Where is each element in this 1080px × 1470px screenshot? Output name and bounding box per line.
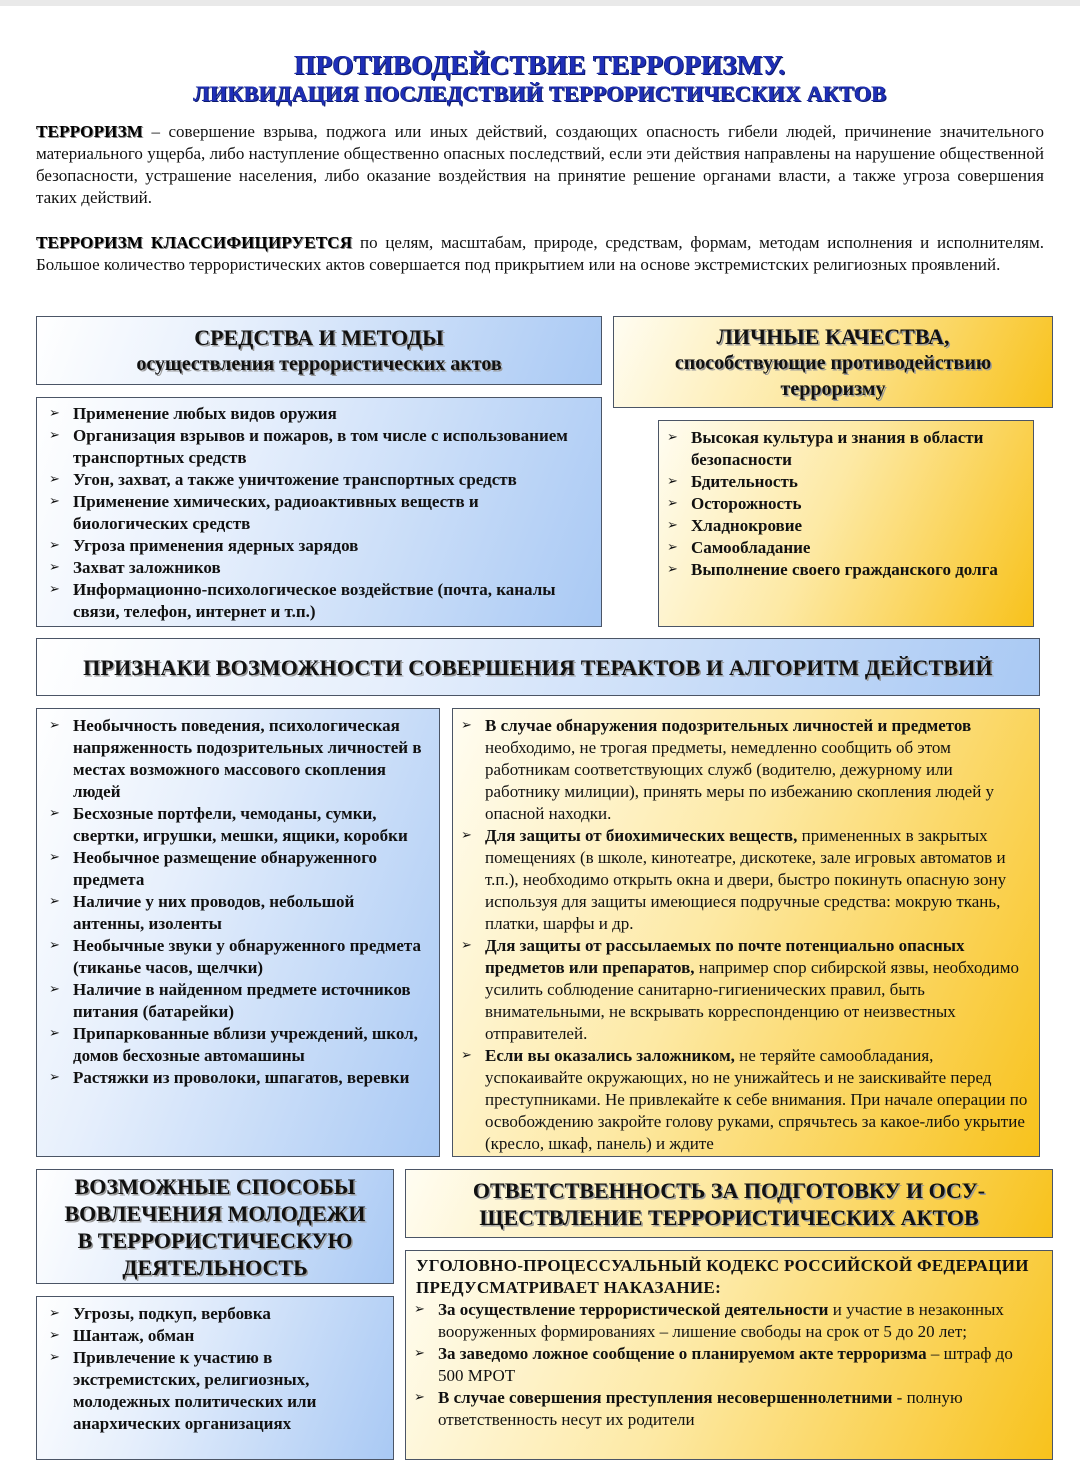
list-item-text: – штраф до 500 МРОТ [438,1344,1013,1385]
page-subtitle: ЛИКВИДАЦИЯ ПОСЛЕДСТВИЙ ТЕРРОРИСТИЧЕСКИХ АКТОВ [193,81,887,106]
classification-paragraph [36,232,1044,276]
youth-list [41,1303,375,1435]
qualities-list-box [658,420,1034,627]
qualities-subtitle-1: способствующие противодействию [674,351,992,374]
list-item: ➢ Припаркованные вблизи учреждений, школ, домов бесхозные автомашины [41,1023,423,1067]
responsibility-intro: УГОЛОВНО-ПРОЦЕССУАЛЬНЫЙ КОДЕКС РОССИЙСКОЙ ФЕДЕРАЦИИ ПРЕДУСМАТРИВАЕТ НАКАЗАНИЕ: [416,1256,1029,1297]
title-line: ОТВЕТСТВЕННОСТЬ ЗА ПОДГОТОВКУ И ОСУ- [472,1177,986,1203]
list-item: ➢ Шантаж, обман [41,1325,375,1347]
title-line: ДЕЯТЕЛЬНОСТЬ [122,1254,308,1280]
top-bar [0,0,1080,6]
list-item [453,715,1031,825]
list-item [453,935,1031,1045]
list-item: ➢ Угон, захват, а также уничтожение транспортных средств [41,469,589,491]
signs-header [36,638,1040,696]
list-item: ➢ Применение химических, радиоактивных веществ и биологических средств [41,491,589,535]
list-item-bold: Если вы оказались заложником, [485,1046,735,1065]
list-item-text: не теряйте самообладания, успокаивайте окружающих, но не унижайтесь и не заискивайте перед преступниками. Не привлекайте к себе внимания. При начале операции по освобождению закройте голову руками, спрячьтесь за какое-либо укрытие (кресло, шкаф, панель) и ждите [485,1046,1028,1153]
list-item [453,1045,1031,1155]
list-item: ➢ Самообладание [659,537,1004,559]
qualities-list [659,427,1004,581]
responsibility-list-box [405,1250,1053,1460]
list-item-bold: За заведомо ложное сообщение о планируемом акте терроризма [438,1344,927,1363]
actions-list [453,715,1031,1155]
list-item-bold: Для защиты от рассылаемых по почте потенциально опасных предметов или препаратов, [485,936,965,977]
list-item: ➢ Необычные звуки у обнаруженного предмета (тиканье часов, щелчки) [41,935,423,979]
classification-term: ТЕРРОРИЗМ КЛАССИФИЦИРУЕТСЯ [36,233,353,252]
list-item [406,1299,1038,1343]
list-item: ➢ Организация взрывов и пожаров, в том числе с использованием транспортных средств [41,425,589,469]
means-header [36,316,602,385]
list-item: ➢ Растяжки из проволоки, шпагатов, веревки [41,1067,423,1089]
list-item-text: например спор сибирской язвы, необходимо усилить соблюдение санитарно-гигиенических правил, быть внимательными, не вскрывать корреспонденцию от неизвестных отправителей. [485,958,1020,1043]
signs-list [41,715,423,1089]
list-item: ➢ Наличие у них проводов, небольшой антенны, изоленты [41,891,423,935]
youth-list-box [36,1296,394,1460]
page-title: ПРОТИВОДЕЙСТВИЕ ТЕРРОРИЗМУ. [294,50,786,80]
title-line: ЩЕСТВЛЕНИЕ ТЕРРОРИСТИЧЕСКИХ АКТОВ [479,1204,979,1230]
list-item: ➢ Хладнокровие [659,515,1004,537]
title-line: В ТЕРРОРИСТИЧЕСКУЮ [77,1227,353,1253]
definition-text: – совершение взрыва, поджога или иных действий, создающих опасность гибели людей, причинение значительного материального ущерба, либо наступление общественно опасных последствий, если эти действия направлены на нарушение общественной безопасности, устрашение населения, либо оказание воздействия на принятие решение органами власти, а также угроза совершения таких действий. [36,122,1044,207]
list-item: ➢ Бдительность [659,471,1004,493]
list-item: ➢ Угрозы, подкуп, вербовка [41,1303,375,1325]
list-item-text: и участие в незаконных вооруженных формированиях – лишение свободы на срок от 5 до 20 лет; [438,1300,1004,1341]
classification-text: по целям, масштабам, природе, средствам, формам, методам исполнения и исполнителям. Большое количество террористических актов совершается под прикрытием или на основе экстремистских религиозных проявлений. [36,233,1044,274]
list-item: ➢ Необычность поведения, психологическая напряженность подозрительных личностей в местах возможного массового скопления людей [41,715,423,803]
youth-title [65,1173,366,1281]
list-item-bold: За осуществление террористической деятельности [438,1300,829,1319]
means-subtitle: осуществления террористических актов [136,353,502,375]
list-item-text: - полную ответственность несут их родители [438,1388,963,1429]
youth-header [36,1169,394,1284]
responsibility-title [473,1177,985,1231]
list-item: ➢ Высокая культура и знания в области безопасности [659,427,1004,471]
list-item: ➢ Угроза применения ядерных зарядов [41,535,589,557]
responsibility-list [406,1299,1038,1431]
signs-title: ПРИЗНАКИ ВОЗМОЖНОСТИ СОВЕРШЕНИЯ ТЕРАКТОВ И АЛГОРИТМ ДЕЙСТВИЙ [83,654,993,680]
list-item: ➢ Наличие в найденном предмете источников питания (батарейки) [41,979,423,1023]
title-line: ВОЗМОЖНЫЕ СПОСОБЫ [74,1173,356,1199]
definition-paragraph [36,121,1044,209]
responsibility-header [405,1169,1053,1238]
signs-list-box [36,708,440,1157]
qualities-title: ЛИЧНЫЕ КАЧЕСТВА, [716,323,950,349]
list-item [453,825,1031,935]
means-list [41,403,589,623]
list-item: ➢ Захват заложников [41,557,589,579]
list-item: ➢ Осторожность [659,493,1004,515]
list-item: ➢ Привлечение к участию в экстремистских, религиозных, молодежных политических или анархических организациях [41,1347,375,1435]
list-item [406,1387,1038,1431]
list-item-bold: В случае совершения преступления несовершеннолетними [438,1388,893,1407]
list-item [406,1343,1038,1387]
list-item-text: необходимо, не трогая предметы, немедленно сообщить об этом работникам соответствующих служб (водителю, дежурному или работнику милиции), принять меры по избежанию скопления людей у опасной находки. [485,738,995,823]
means-title: СРЕДСТВА И МЕТОДЫ [194,325,444,350]
list-item: ➢ Необычное размещение обнаруженного предмета [41,847,423,891]
list-item: ➢ Бесхозные портфели, чемоданы, сумки, свертки, игрушки, мешки, ящики, коробки [41,803,423,847]
actions-list-box [452,708,1040,1157]
list-item-text: примененных в закрытых помещениях (в школе, кинотеатре, дискотеке, зале игровых автоматов и т.п.), необходимо открыть окна и двери, быстро покинуть опасную зону используя для защиты имеющиеся подручные средства: мокрую ткань, платки, шарфы и др. [485,826,1007,933]
qualities-subtitle-2: терроризму [780,377,886,400]
list-item: ➢ Информационно-психологическое воздействие (почта, каналы связи, телефон, интернет и т.п.) [41,579,589,623]
qualities-header [613,316,1053,408]
list-item: ➢ Применение любых видов оружия [41,403,589,425]
definition-term: ТЕРРОРИЗМ [36,122,143,141]
title-line: ВОВЛЕЧЕНИЯ МОЛОДЕЖИ [64,1200,366,1226]
list-item-bold: Для защиты от биохимических веществ, [485,826,798,845]
means-list-box [36,397,602,627]
list-item-bold: В случае обнаружения подозрительных личностей и предметов [485,716,972,735]
list-item: ➢ Выполнение своего гражданского долга [659,559,1004,581]
